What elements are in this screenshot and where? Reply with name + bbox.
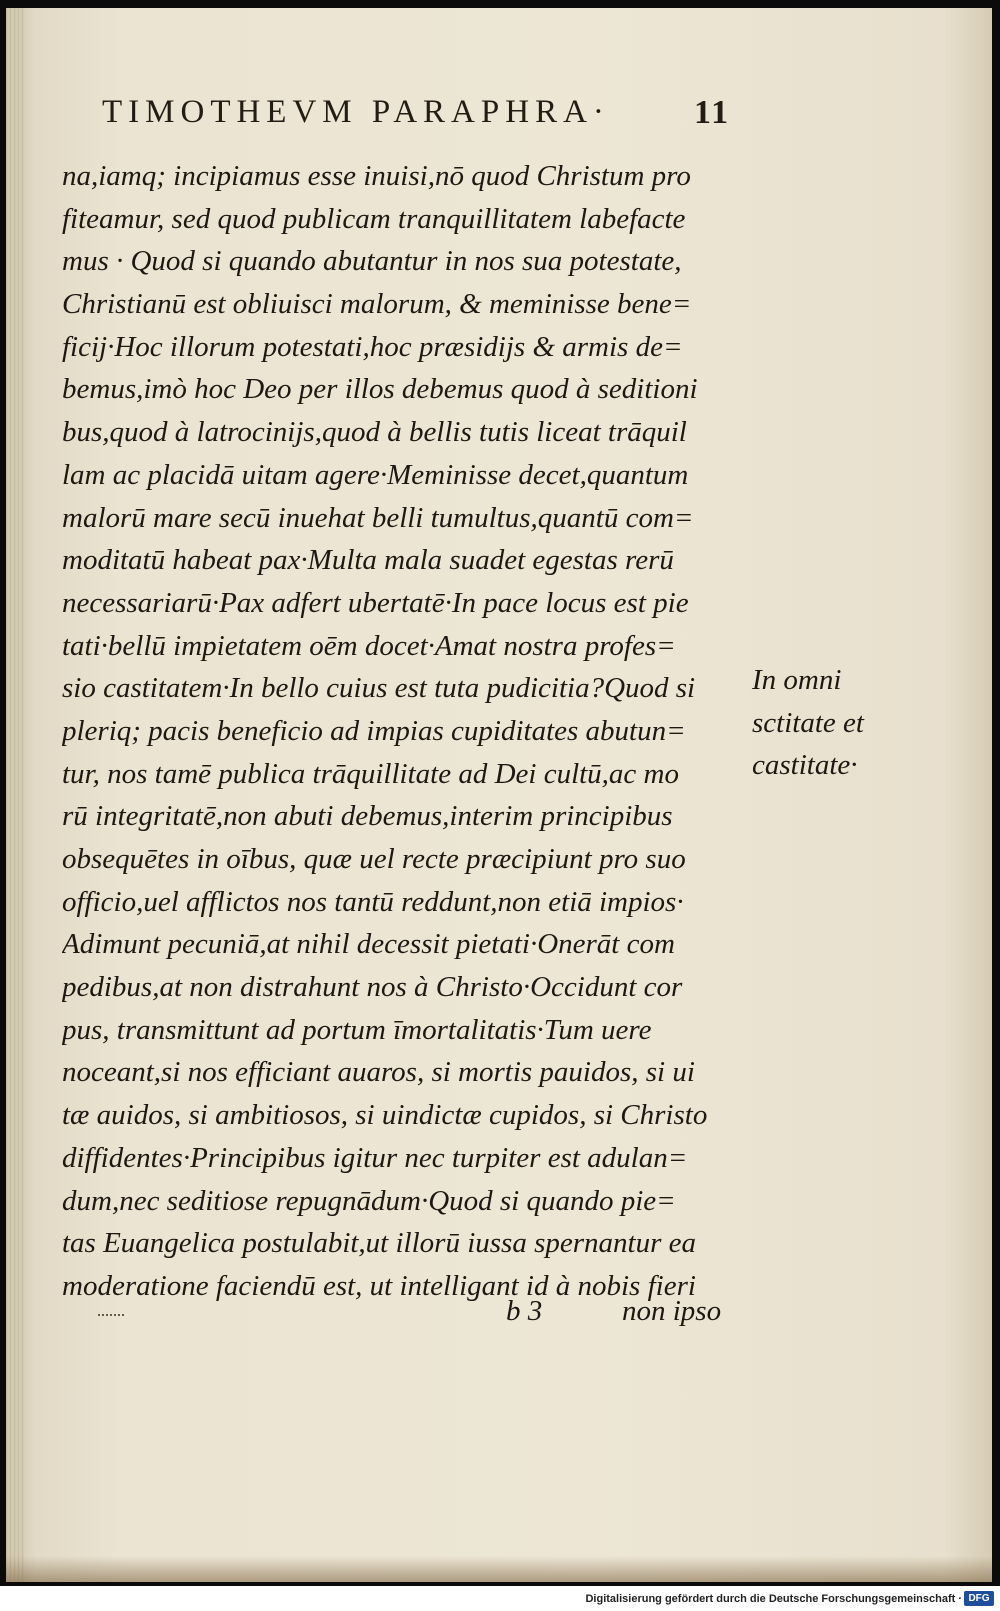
text-line: bus,quod à latrocinijs,quod à bellis tutis liceat trāquil	[62, 416, 687, 449]
ink-mark	[98, 1308, 124, 1316]
text-line: pleriq; pacis beneficio ad impias cupiditates abutun=	[62, 714, 686, 747]
text-line: moditatū habeat pax·Multa mala suadet egestas rerū	[62, 544, 674, 577]
text-line: moderatione faciendū est, ut intelligant id à nobis fieri	[62, 1269, 696, 1302]
text-line: ficij·Hoc illorum potestati,hoc præsidijs & armis de=	[62, 330, 683, 363]
text-line: necessariarū·Pax adfert ubertatē·In pace locus est pie	[62, 586, 689, 619]
marginal-line: sctitate et	[752, 706, 864, 739]
text-line: rū integritatē,non abuti debemus,interim principibus	[62, 800, 673, 833]
text-line: tati·bellū impietatem oēm docet·Amat nostra profes=	[62, 629, 676, 662]
text-line: noceant,si nos efficiant auaros, si mortis pauidos, si ui	[62, 1056, 695, 1089]
body-text	[62, 155, 742, 1308]
folio-number: 11	[694, 94, 731, 131]
dfg-logo-icon: DFG	[964, 1591, 994, 1606]
text-line: malorū mare secū inuehat belli tumultus,quantū com=	[62, 501, 694, 534]
text-line: tæ auidos, si ambitiosos, si uindictæ cupidos, si Christo	[62, 1099, 708, 1132]
text-line: tas Euangelica postulabit,ut illorū iussa spernantur ea	[62, 1227, 696, 1260]
text-line: Adimunt pecuniā,at nihil decessit pietati·Onerāt com	[62, 928, 675, 961]
text-line: obsequētes in oībus, quæ uel recte præcipiunt pro suo	[62, 843, 686, 875]
text-line: fiteamur, sed quod publicam tranquillitatem labefacte	[62, 202, 686, 235]
signature-mark: b 3	[506, 1295, 543, 1327]
text-line: Christianū est obliuisci malorum, & meminisse bene=	[62, 288, 692, 321]
digitization-credit: Digitalisierung gefördert durch die Deutsche Forschungsgemeinschaft ·	[585, 1593, 962, 1605]
text-line: pedibus,at non distrahunt nos à Christo·Occidunt cor	[62, 971, 683, 1004]
marginal-note	[752, 659, 872, 787]
text-line: sio castitatem·In bello cuius est tuta pudicitia?Quod si	[62, 672, 696, 705]
text-line: na,iamq; incipiamus esse inuisi,nō quod Christum pro	[62, 160, 691, 192]
text-line: pus, transmittunt ad portum īmortalitatis·Tum uere	[62, 1013, 652, 1046]
catchword: non ipso	[622, 1295, 722, 1327]
text-line: diffidentes·Principibus igitur nec turpiter est adulan=	[62, 1141, 688, 1174]
text-line: lam ac placidā uitam agere·Meminisse decet,quantum	[62, 458, 689, 491]
text-line: dum,nec seditiose repugnādum·Quod si quando pie=	[62, 1184, 676, 1217]
marginal-line: In omni	[752, 664, 842, 696]
marginal-line: castitate·	[752, 749, 858, 782]
text-line: mus · Quod si quando abutantur in nos sua potestate,	[62, 245, 682, 278]
running-head: TIMOTHEVM PARAPHRA·	[102, 94, 610, 130]
text-line: tur, nos tamē publica trāquillitate ad Dei cultū,ac mo	[62, 757, 680, 790]
text-line: bemus,imò hoc Deo per illos debemus quod à seditioni	[62, 373, 698, 406]
book-page	[6, 8, 992, 1582]
text-line: officio,uel afflictos nos tantū reddunt,non etiā impios·	[62, 885, 684, 918]
